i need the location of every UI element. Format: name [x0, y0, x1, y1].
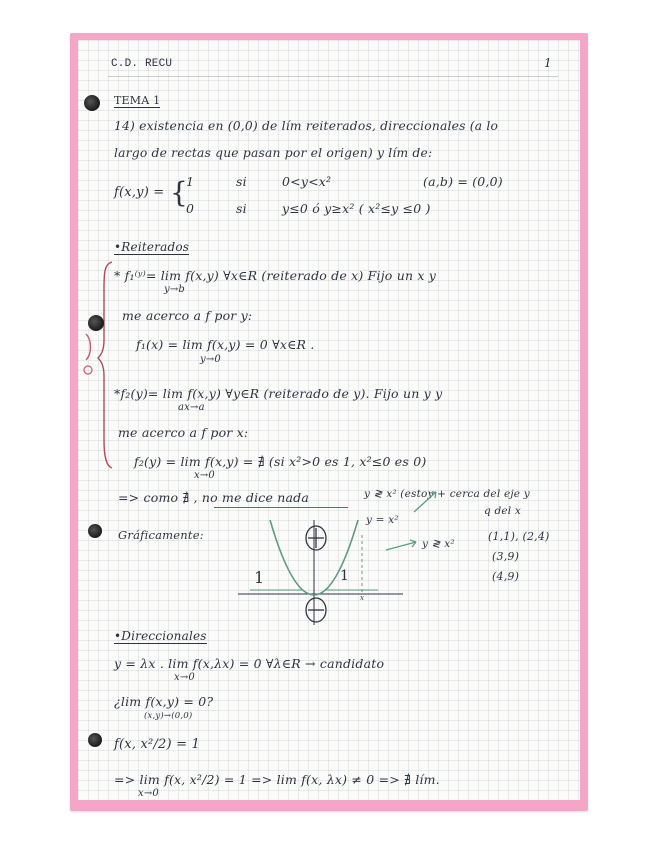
direccionales-line-4-sub: x→0	[138, 788, 159, 799]
graph-annotation-2: q del x	[484, 505, 522, 517]
direccionales-line-3: f(x, x²/2) = 1	[114, 737, 200, 752]
reiterados-line-1-sub: y→b	[164, 284, 186, 295]
parabola-label: y = x²	[366, 514, 399, 526]
region-left-value: 1	[254, 568, 265, 587]
graph-annotation-3: y ≷ x²	[422, 538, 455, 550]
graph-point-3: (4,9)	[492, 570, 520, 583]
region-right-value: 1	[340, 568, 350, 584]
reiterados-line-1: * f₁⁽ʸ⁾= lim f(x,y) ∀x∈R (reiterado de x) Fijo un x y	[114, 268, 437, 283]
margin-marker	[78, 330, 98, 390]
arrow-up-icon	[414, 492, 436, 512]
page-number: 1	[544, 56, 552, 70]
direccionales-line-4: => lim f(x, x²/2) = 1 => lim f(x, λx) ≠ 0 => ∄ lím.	[114, 772, 440, 787]
direccionales-line-1-sub: x→0	[174, 672, 195, 683]
graph-sketch	[228, 490, 478, 630]
punch-hole	[88, 733, 102, 747]
direccionales-line-2: ¿lim f(x,y) = 0?	[114, 694, 214, 709]
direccionales-line-1: y = λx . lim f(x,λx) = 0 ∀λ∈R → candidato	[114, 656, 385, 671]
reiterados-line-5: me acerco a f por x:	[118, 425, 249, 440]
punch-hole	[84, 95, 100, 111]
case2-condition: y≤0 ó y≥x² ( x²≤y ≤0 )	[282, 201, 431, 216]
reiterados-line-2: me acerco a f por y:	[122, 308, 253, 323]
graph-label: Gráficamente:	[118, 528, 204, 542]
reiterados-brace	[98, 260, 118, 470]
graph-point-1: (1,1), (2,4)	[488, 530, 550, 543]
reiterados-line-7: => como ∄ , no me dice nada	[118, 490, 310, 505]
reiterados-line-3: f₁(x) = lim f(x,y) = 0 ∀x∈R .	[136, 337, 315, 352]
reiterados-line-3-sub: y→0	[200, 354, 221, 365]
direccionales-heading: •Direccionales	[114, 629, 207, 643]
problem-line-1: 14) existencia en (0,0) de lím reiterados, direccionales (a lo	[114, 119, 499, 133]
reiterados-line-4-sub: ax→a	[178, 402, 205, 413]
case1-note: (a,b) = (0,0)	[423, 174, 503, 189]
theme-title: TEMA 1	[114, 94, 161, 107]
case2-value: 0	[186, 201, 195, 216]
function-brace: {	[170, 176, 189, 209]
direccionales-line-2-sub: (x,y)→(0,0)	[144, 711, 193, 721]
header-rule	[108, 76, 558, 77]
punch-hole	[88, 315, 104, 331]
case1-si: si	[236, 174, 247, 189]
reiterados-line-6: f₂(y) = lim f(x,y) = ∄ (si x²>0 es 1, x²≤0 es 0)	[134, 454, 427, 469]
graph-point-2: (3,9)	[492, 550, 520, 563]
case1-condition: 0<y<x²	[282, 174, 332, 189]
function-lhs: f(x,y) =	[114, 185, 165, 200]
notebook-page	[78, 40, 580, 800]
case2-si: si	[236, 201, 247, 216]
axis-tick-label: x	[360, 594, 365, 602]
reiterados-heading: •Reiterados	[114, 240, 190, 254]
arrow-right-icon	[386, 542, 416, 550]
header-title: C.D. RECU	[111, 58, 173, 70]
problem-line-2: largo de rectas que pasan por el origen) y lím de:	[114, 146, 433, 160]
reiterados-line-6-sub: x→0	[194, 470, 215, 481]
reiterados-line-4: *f₂(y)= lim f(x,y) ∀y∈R (reiterado de y). Fijo un y y	[114, 386, 443, 401]
punch-hole	[88, 524, 102, 538]
case1-value: 1	[186, 174, 195, 189]
graph-annotation-1: y ≷ x² (estoy + cerca del eje y	[364, 488, 530, 500]
